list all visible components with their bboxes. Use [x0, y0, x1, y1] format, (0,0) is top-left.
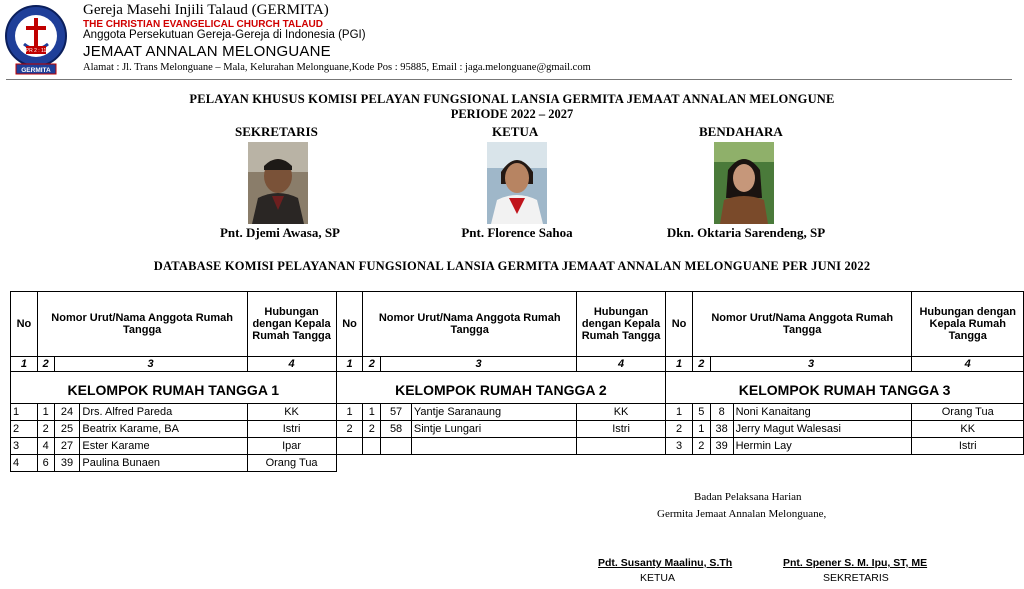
- cell-relation: Istri: [247, 421, 336, 438]
- cell-name: Beatrix Karame, BA: [80, 421, 247, 438]
- cell-a: 1: [692, 421, 710, 438]
- cell-a: 2: [37, 421, 54, 438]
- col-member: Nomor Urut/Nama Anggota Rumah Tangga: [692, 292, 912, 357]
- cell-empty: [411, 438, 576, 455]
- col-number: 2: [363, 357, 381, 372]
- photo-sekretaris: [248, 142, 308, 224]
- cell-no: 3: [11, 438, 38, 455]
- doc-title: PELAYAN KHUSUS KOMISI PELAYAN FUNGSIONAL LANSIA GERMITA JEMAAT ANNALAN MELONGUNE: [189, 92, 835, 106]
- cell-name: Jerry Magut Walesasi: [733, 421, 912, 438]
- congregation: JEMAAT ANNALAN MELONGUANE: [83, 43, 331, 60]
- col-number: 2: [692, 357, 710, 372]
- doc-period: PERIODE 2022 – 2027: [450, 107, 574, 121]
- cell-name: Sintje Lungari: [411, 421, 576, 438]
- col-number: 4: [576, 357, 665, 372]
- cell-relation: Istri: [912, 438, 1024, 455]
- table-header-row: [11, 292, 1024, 357]
- col-member: Nomor Urut/Nama Anggota Rumah Tangga: [363, 292, 577, 357]
- table-row: [11, 404, 1024, 421]
- col-number: 3: [381, 357, 577, 372]
- group-title-row: [11, 377, 1024, 404]
- cell-empty: [576, 438, 665, 455]
- photo-ketua: [487, 142, 547, 224]
- cell-b: 58: [381, 421, 412, 438]
- cell-b: 27: [54, 438, 80, 455]
- germita-logo: [4, 4, 68, 76]
- org-name-en: THE CHRISTIAN EVANGELICAL CHURCH TALAUD: [83, 19, 323, 30]
- cell-b: 38: [710, 421, 733, 438]
- footer-line2: Germita Jemaat Annalan Melonguane,: [657, 508, 827, 520]
- group-title-1: KELOMPOK RUMAH TANGGA 1: [11, 377, 337, 404]
- signatory-sekretaris-name: Pnt. Spener S. M. Ipu, ST, ME: [783, 557, 928, 569]
- cell-relation: Orang Tua: [247, 455, 336, 472]
- table-row: [11, 455, 1024, 472]
- officer-name-ketua: Pnt. Florence Sahoa: [461, 225, 573, 240]
- cell-relation: KK: [912, 421, 1024, 438]
- address: Alamat : Jl. Trans Melonguane – Mala, Kelurahan Melonguane,Kode Pos : 95885, Email : jaga.melonguane@gmail.com: [83, 62, 591, 73]
- cell-b: 8: [710, 404, 733, 421]
- col-number: 1: [11, 357, 38, 372]
- cell-no: 1: [11, 404, 38, 421]
- photo-bendahara: [714, 142, 774, 224]
- cell-empty: [381, 438, 412, 455]
- officer-name-sekretaris: Pnt. Djemi Awasa, SP: [219, 225, 340, 240]
- logo-badge: PR 2 : 11: [25, 48, 47, 54]
- cell-relation: KK: [247, 404, 336, 421]
- cell-a: 2: [692, 438, 710, 455]
- cell-no: 4: [11, 455, 38, 472]
- col-number: 3: [710, 357, 912, 372]
- col-relation: Hubungan dengan Kepala Rumah Tangga: [576, 292, 665, 357]
- col-number: 4: [912, 357, 1024, 372]
- footer-line1: Badan Pelaksana Harian: [694, 491, 802, 503]
- cell-name: Ester Karame: [80, 438, 247, 455]
- group-title-3: KELOMPOK RUMAH TANGGA 3: [666, 377, 1024, 404]
- lansia-database-table: [10, 291, 1024, 472]
- cell-relation: KK: [576, 404, 665, 421]
- column-number-row: [11, 357, 1024, 372]
- cell-relation: Istri: [576, 421, 665, 438]
- cell-name: Hermin Lay: [733, 438, 912, 455]
- cell-no: 1: [666, 404, 693, 421]
- col-relation: Hubungan dengan Kepala Rumah Tangga: [247, 292, 336, 357]
- signatory-ketua-role: KETUA: [640, 572, 676, 584]
- cell-empty: [363, 438, 381, 455]
- cell-a: 1: [37, 404, 54, 421]
- cell-relation: Ipar: [247, 438, 336, 455]
- group-title-2: KELOMPOK RUMAH TANGGA 2: [336, 377, 666, 404]
- cell-b: 39: [54, 455, 80, 472]
- col-number: 1: [666, 357, 693, 372]
- table-row: [11, 438, 1024, 455]
- cell-b: 25: [54, 421, 80, 438]
- cell-b: 39: [710, 438, 733, 455]
- database-title: DATABASE KOMISI PELAYANAN FUNGSIONAL LANSIA GERMITA JEMAAT ANNALAN MELONGUANE PER JUNI 2022: [153, 259, 871, 273]
- officer-role-sekretaris: SEKRETARIS: [235, 124, 318, 139]
- col-member: Nomor Urut/Nama Anggota Rumah Tangga: [37, 292, 247, 357]
- officer-role-ketua: KETUA: [492, 124, 539, 139]
- col-number: 1: [336, 357, 363, 372]
- cell-no: 1: [336, 404, 363, 421]
- cell-a: 5: [692, 404, 710, 421]
- col-number: 4: [247, 357, 336, 372]
- membership: Anggota Persekutuan Gereja-Gereja di Indonesia (PGI): [83, 29, 366, 41]
- letterhead-divider: [6, 79, 1012, 80]
- col-no: No: [336, 292, 363, 357]
- signatory-ketua-name: Pdt. Susanty Maalinu, S.Th: [598, 557, 733, 569]
- cell-name: Yantje Saranaung: [411, 404, 576, 421]
- col-no: No: [666, 292, 693, 357]
- col-no: No: [11, 292, 38, 357]
- officer-role-bendahara: BENDAHARA: [699, 124, 783, 139]
- cell-a: 4: [37, 438, 54, 455]
- cell-relation: Orang Tua: [912, 404, 1024, 421]
- cell-no: 3: [666, 438, 693, 455]
- logo-text: GERMITA: [21, 67, 51, 74]
- cell-a: 2: [363, 421, 381, 438]
- cell-no: 2: [666, 421, 693, 438]
- cell-a: 1: [363, 404, 381, 421]
- org-name: Gereja Masehi Injili Talaud (GERMITA): [83, 2, 329, 18]
- col-number: 2: [37, 357, 54, 372]
- cell-empty: [336, 438, 363, 455]
- cell-name: Drs. Alfred Pareda: [80, 404, 247, 421]
- cell-a: 6: [37, 455, 54, 472]
- cell-name: Noni Kanaitang: [733, 404, 912, 421]
- signatory-sekretaris-role: SEKRETARIS: [823, 572, 889, 584]
- cell-b: 24: [54, 404, 80, 421]
- cell-no: 2: [11, 421, 38, 438]
- officer-name-bendahara: Dkn. Oktaria Sarendeng, SP: [666, 225, 826, 240]
- cell-name: Paulina Bunaen: [80, 455, 247, 472]
- col-number: 3: [54, 357, 247, 372]
- cell-no: 2: [336, 421, 363, 438]
- table-row: [11, 421, 1024, 438]
- cell-b: 57: [381, 404, 412, 421]
- col-relation: Hubungan dengan Kepala Rumah Tangga: [912, 292, 1024, 357]
